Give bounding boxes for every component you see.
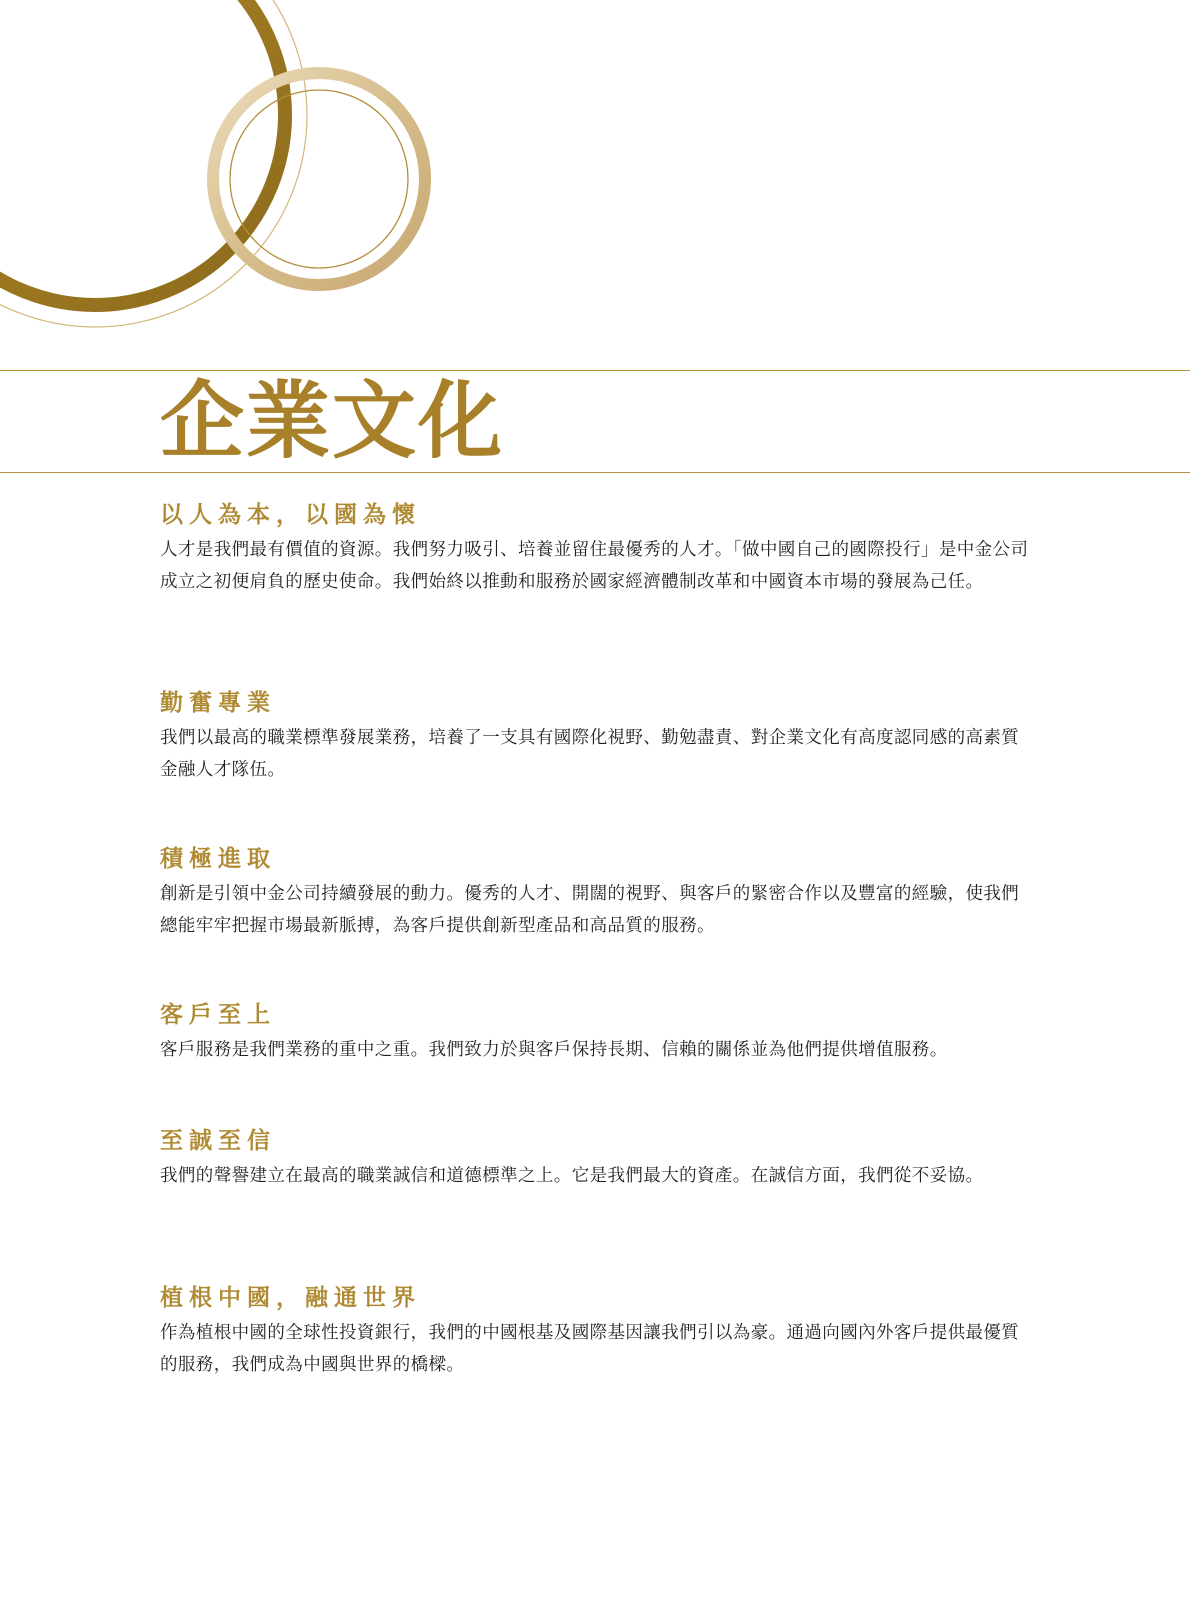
- section-proactive: [160, 844, 1040, 942]
- section-body: 我們的聲譽建立在最高的職業誠信和道德標準之上。它是我們最大的資產。在誠信方面，我們從不妥協。: [160, 1166, 984, 1186]
- section-body: 創新是引領中金公司持續發展的動力。優秀的人才、開闊的視野、與客戶的緊密合作以及豐富的經驗，使我們總能牢牢把握市場最新脈搏，為客戶提供創新型產品和高品質的服務。: [160, 884, 1020, 936]
- section-body: 作為植根中國的全球性投資銀行，我們的中國根基及國際基因讓我們引以為豪。通過向國內外客戶提供最優質的服務，我們成為中國與世界的橋樑。: [160, 1323, 1020, 1375]
- section-client-first: [160, 1000, 1040, 1066]
- section-body: 我們以最高的職業標準發展業務，培養了一支具有國際化視野、勤勉盡責、對企業文化有高度認同感的高素質金融人才隊伍。: [160, 728, 1020, 780]
- section-heading: 積極進取: [160, 845, 276, 872]
- section-heading: 客戶至上: [160, 1001, 276, 1028]
- section-people-oriented: [160, 500, 1040, 598]
- light-gold-ring: [213, 73, 425, 285]
- section-body: 人才是我們最有價值的資源。我們努力吸引、培養並留住最優秀的人才。「做中國自己的國際投行」是中金公司成立之初便肩負的歷史使命。我們始終以推動和服務於國家經濟體制改革和中國資本市場的發展為己任。: [160, 540, 1029, 592]
- section-diligent-professional: [160, 688, 1040, 786]
- section-heading: 至誠至信: [160, 1127, 276, 1154]
- section-body: 客戶服務是我們業務的重中之重。我們致力於與客戶保持長期、信賴的關係並為他們提供增值服務。: [160, 1040, 948, 1060]
- outer-thin-ring: [0, 0, 307, 327]
- page-title: 企業文化: [160, 371, 505, 470]
- section-heading: 植根中國，融通世界: [160, 1284, 421, 1311]
- decorative-rings-graphic: [0, 0, 460, 345]
- section-integrity: [160, 1126, 1040, 1192]
- inner-thin-ring: [230, 90, 408, 268]
- section-heading: 以人為本，以國為懷: [160, 501, 421, 528]
- section-rooted-in-china: [160, 1283, 1040, 1381]
- section-heading: 勤奮專業: [160, 689, 276, 716]
- title-band: [0, 370, 1190, 473]
